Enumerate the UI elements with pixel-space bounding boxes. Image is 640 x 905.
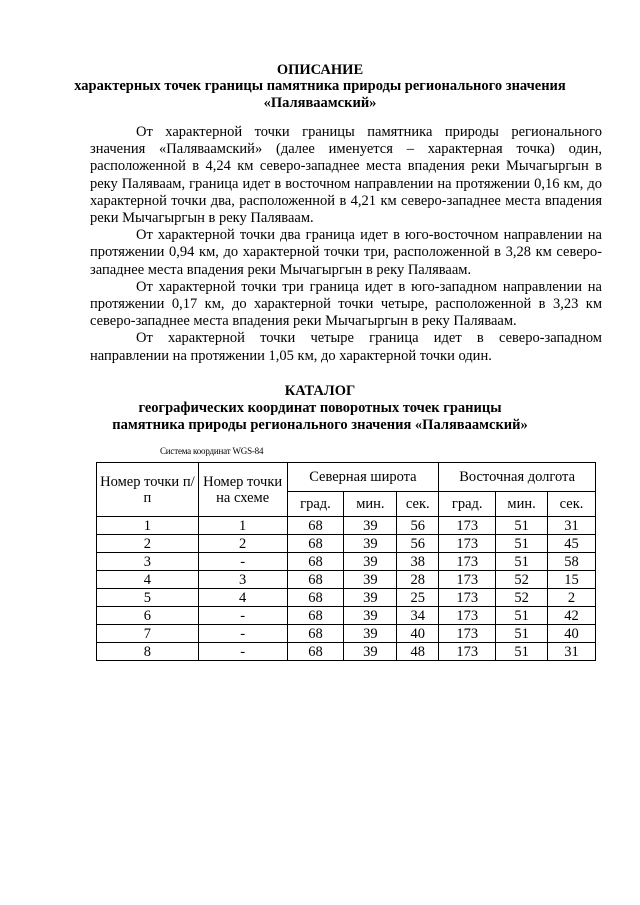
point-number-cell: 4 — [97, 571, 199, 589]
lon-deg-cell: 173 — [439, 553, 496, 571]
header-scheme-number: Номер точки на схеме — [198, 463, 287, 517]
lon-min-cell: 51 — [496, 517, 548, 535]
lon-sec-cell: 31 — [548, 643, 596, 661]
lat-sec-cell: 34 — [397, 607, 439, 625]
scheme-number-cell: - — [198, 553, 287, 571]
lon-deg-cell: 173 — [439, 589, 496, 607]
point-number-cell: 5 — [97, 589, 199, 607]
table-row — [97, 589, 596, 607]
table-row — [97, 535, 596, 553]
header-lon-min: мин. — [496, 492, 548, 517]
catalog-title: КАТАЛОГ — [284, 383, 356, 399]
description-subtitle-line2: «Паляваамский» — [263, 95, 377, 111]
lat-sec-cell: 25 — [397, 589, 439, 607]
table-body — [97, 517, 596, 661]
lat-deg-cell: 68 — [287, 607, 344, 625]
lon-deg-cell: 173 — [439, 625, 496, 643]
lat-min-cell: 39 — [344, 517, 397, 535]
lon-sec-cell: 42 — [548, 607, 596, 625]
lon-sec-cell: 31 — [548, 517, 596, 535]
lon-deg-cell: 173 — [439, 571, 496, 589]
header-lat-sec: сек. — [397, 492, 439, 517]
lon-sec-cell: 45 — [548, 535, 596, 553]
lon-min-cell: 51 — [496, 643, 548, 661]
description-subtitle-line1: характерных точек границы памятника природы регионального значения — [74, 78, 566, 94]
table-row — [97, 517, 596, 535]
header-lon-sec: сек. — [548, 492, 596, 517]
boundary-description — [90, 124, 602, 365]
lat-deg-cell: 68 — [287, 517, 344, 535]
lon-min-cell: 51 — [496, 625, 548, 643]
description-paragraph: От характерной точки три граница идет в юго-западном направлении на протяжении 0,17 км, до характерной точки четыре, расположенной в 3,23 км северо-западнее места впадения реки Мычагыргын в реку Паляваам. — [90, 278, 602, 330]
coordinates-table — [96, 462, 596, 661]
lon-min-cell: 51 — [496, 607, 548, 625]
lat-deg-cell: 68 — [287, 643, 344, 661]
lat-min-cell: 39 — [344, 643, 397, 661]
lat-deg-cell: 68 — [287, 553, 344, 571]
scheme-number-cell: 1 — [198, 517, 287, 535]
lat-deg-cell: 68 — [287, 535, 344, 553]
scheme-number-cell: 2 — [198, 535, 287, 553]
table-row — [97, 607, 596, 625]
lat-min-cell: 39 — [344, 589, 397, 607]
scheme-number-cell: - — [198, 625, 287, 643]
lat-min-cell: 39 — [344, 535, 397, 553]
lat-min-cell: 39 — [344, 571, 397, 589]
point-number-cell: 2 — [97, 535, 199, 553]
header-north-latitude: Северная широта — [287, 463, 439, 492]
lon-sec-cell: 2 — [548, 589, 596, 607]
point-number-cell: 8 — [97, 643, 199, 661]
header-point-number: Номер точки п/п — [97, 463, 199, 517]
table-row — [97, 553, 596, 571]
lon-deg-cell: 173 — [439, 535, 496, 553]
lon-min-cell: 52 — [496, 571, 548, 589]
lat-deg-cell: 68 — [287, 571, 344, 589]
scheme-number-cell: - — [198, 607, 287, 625]
lon-deg-cell: 173 — [439, 643, 496, 661]
header-east-longitude: Восточная долгота — [439, 463, 596, 492]
lat-min-cell: 39 — [344, 607, 397, 625]
point-number-cell: 1 — [97, 517, 199, 535]
point-number-cell: 6 — [97, 607, 199, 625]
description-title: ОПИСАНИЕ — [276, 62, 364, 78]
lon-deg-cell: 173 — [439, 607, 496, 625]
description-paragraph: От характерной точки границы памятника природы регионального значения «Паляваамский» (далее именуется – характерная точка) один, расположенной в 4,24 км северо-западнее места впадения реки Мычагыргын в реку Паляваам, граница идет в восточном направлении на протяжении 0,16 км, до характерной точки два, расположенной в 4,21 км северо-западнее места впадения реки Мычагыргын в реку Паляваам. — [90, 124, 602, 227]
lon-deg-cell: 173 — [439, 517, 496, 535]
scheme-number-cell: 4 — [198, 589, 287, 607]
scheme-number-cell: 3 — [198, 571, 287, 589]
lon-min-cell: 52 — [496, 589, 548, 607]
lon-sec-cell: 40 — [548, 625, 596, 643]
lat-min-cell: 39 — [344, 625, 397, 643]
description-paragraph: От характерной точки четыре граница идет в северо-западном направлении на протяжении 1,05 км, до характерной точки один. — [90, 330, 602, 364]
lon-sec-cell: 58 — [548, 553, 596, 571]
catalog-subtitle-line1: географических координат поворотных точек границы — [138, 400, 502, 416]
lon-min-cell: 51 — [496, 535, 548, 553]
lat-sec-cell: 48 — [397, 643, 439, 661]
scheme-number-cell: - — [198, 643, 287, 661]
table-row — [97, 571, 596, 589]
lon-sec-cell: 15 — [548, 571, 596, 589]
point-number-cell: 3 — [97, 553, 199, 571]
table-row — [97, 625, 596, 643]
header-lat-deg: град. — [287, 492, 344, 517]
lat-sec-cell: 40 — [397, 625, 439, 643]
coordinate-system-note: Система координат WGS-84 — [160, 446, 264, 456]
header-lat-min: мин. — [344, 492, 397, 517]
header-lon-deg: град. — [439, 492, 496, 517]
lat-sec-cell: 56 — [397, 517, 439, 535]
lat-sec-cell: 56 — [397, 535, 439, 553]
lat-deg-cell: 68 — [287, 589, 344, 607]
lon-min-cell: 51 — [496, 553, 548, 571]
lat-sec-cell: 38 — [397, 553, 439, 571]
table-row — [97, 643, 596, 661]
point-number-cell: 7 — [97, 625, 199, 643]
description-paragraph: От характерной точки два граница идет в юго-восточном направлении на протяжении 0,94 км, до характерной точки три, расположенной в 3,28 км северо-западнее места впадения реки Мычагыргын в реку Паляваам. — [90, 227, 602, 278]
lat-min-cell: 39 — [344, 553, 397, 571]
lat-deg-cell: 68 — [287, 625, 344, 643]
lat-sec-cell: 28 — [397, 571, 439, 589]
catalog-subtitle-line2: памятника природы регионального значения «Паляваамский» — [112, 417, 528, 433]
